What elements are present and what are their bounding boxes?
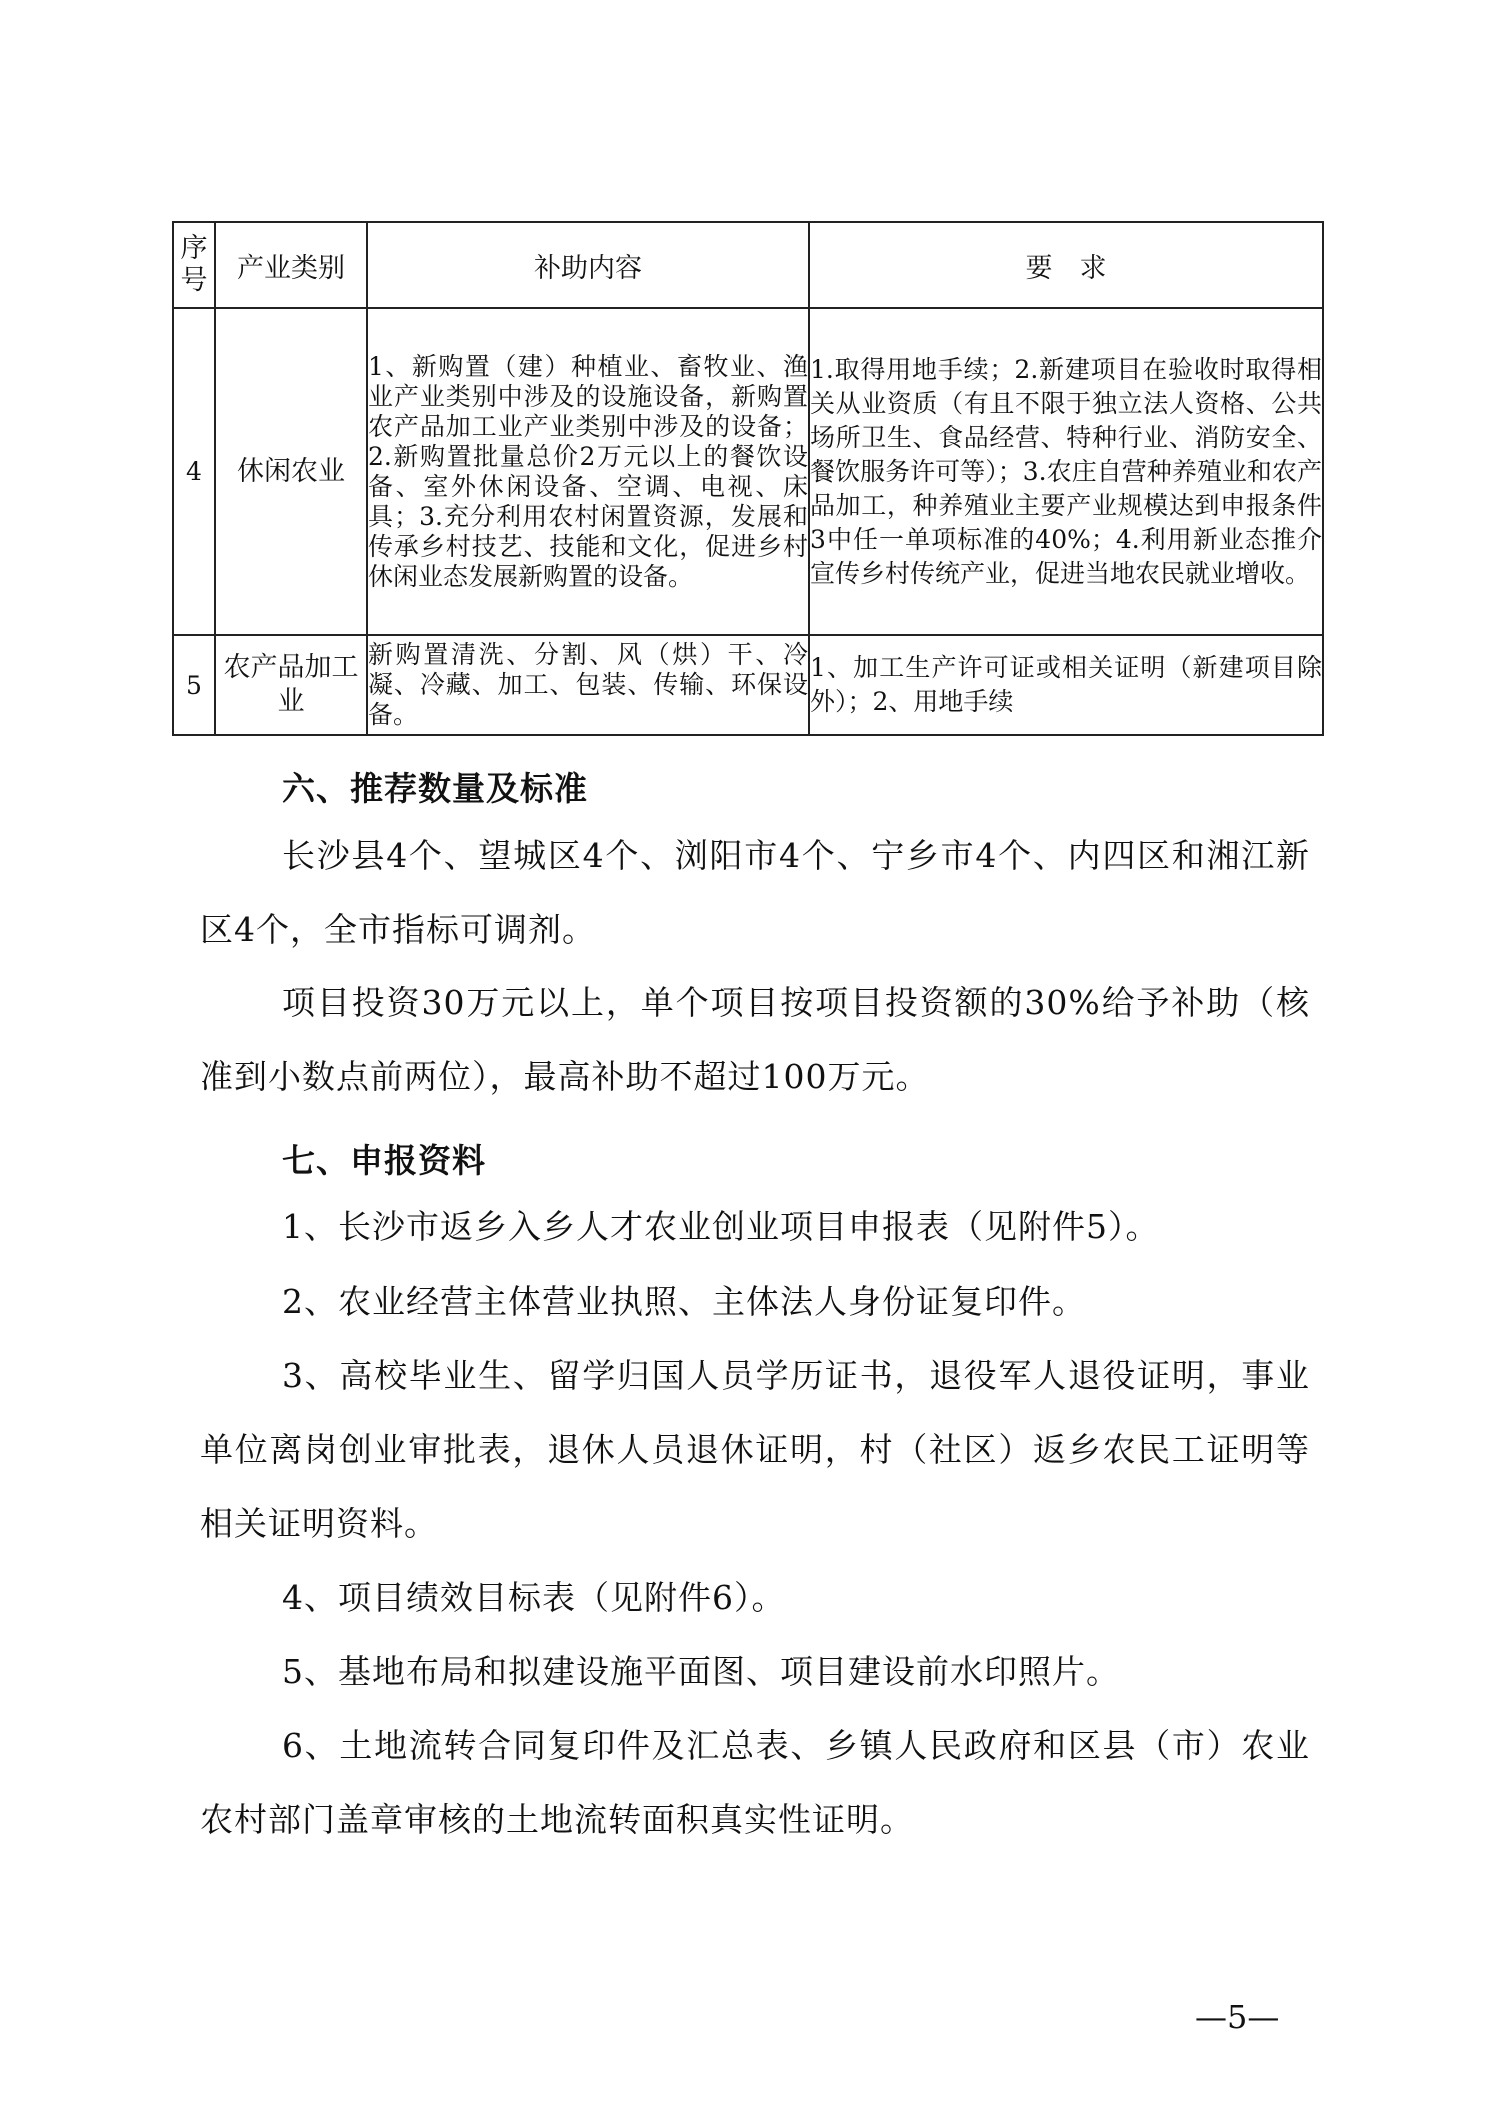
header-requirement: 要 求 bbox=[809, 222, 1323, 308]
list-item: 3、高校毕业生、留学归国人员学历证书，退役军人退役证明，事业单位离岗创业审批表，退休人员退休证明，村（社区）返乡农民工证明等相关证明资料。 bbox=[200, 1356, 1310, 1543]
paragraph-quota: 长沙县4个、望城区4个、浏阳市4个、宁乡市4个、内四区和湘江新区4个，全市指标可调剂。 bbox=[200, 836, 1310, 949]
header-category: 产业类别 bbox=[215, 222, 367, 308]
table-header-row bbox=[173, 222, 1323, 308]
list-item: 1、长沙市返乡入乡人才农业创业项目申报表（见附件5）。 bbox=[282, 1207, 1160, 1246]
row-requirement: 1、加工生产许可证或相关证明（新建项目除外）；2、用地手续 bbox=[809, 635, 1323, 735]
list-item: 5、基地布局和拟建设施平面图、项目建设前水印照片。 bbox=[282, 1652, 1120, 1691]
row-requirement: 1.取得用地手续；2.新建项目在验收时取得相关从业资质（有且不限于独立法人资格、公共场所卫生、食品经营、特种行业、消防安全、餐饮服务许可等）；3.农庄自营种养殖业和农产品加工，种养殖业主要产业规模达到申报条件3中任一单项标准的40%；4.利用新业态推介宣传乡村传统产业，促进当地农民就业增收。 bbox=[809, 308, 1323, 635]
row-category: 休闲农业 bbox=[215, 308, 367, 635]
section-heading-recommendation: 六、推荐数量及标准 bbox=[282, 769, 588, 808]
row-serial-number: 5 bbox=[173, 635, 215, 735]
section-heading-materials: 七、申报资料 bbox=[282, 1141, 486, 1180]
list-item: 4、项目绩效目标表（见附件6）。 bbox=[282, 1578, 786, 1617]
subsidy-table bbox=[172, 221, 1324, 736]
list-item: 6、土地流转合同复印件及汇总表、乡镇人民政府和区县（市）农业农村部门盖章审核的土地流转面积真实性证明。 bbox=[200, 1726, 1310, 1839]
header-content: 补助内容 bbox=[367, 222, 809, 308]
header-serial-number: 序号 bbox=[173, 222, 215, 308]
row-subsidy-content: 新购置清洗、分割、风（烘）干、冷凝、冷藏、加工、包装、传输、环保设备。 bbox=[367, 635, 809, 735]
row-subsidy-content: 1、新购置（建）种植业、畜牧业、渔业产业类别中涉及的设施设备，新购置农产品加工业产业类别中涉及的设备；2.新购置批量总价2万元以上的餐饮设备、室外休闲设备、空调、电视、床具；3.充分利用农村闲置资源，发展和传承乡村技艺、技能和文化，促进乡村休闲业态发展新购置的设备。 bbox=[367, 308, 809, 635]
page-number: —5— bbox=[1195, 1998, 1280, 2036]
list-item: 2、农业经营主体营业执照、主体法人身份证复印件。 bbox=[282, 1282, 1086, 1321]
row-category: 农产品加工业 bbox=[215, 635, 367, 735]
paragraph-subsidy-standard: 项目投资30万元以上，单个项目按项目投资额的30%给予补助（核准到小数点前两位），最高补助不超过100万元。 bbox=[200, 983, 1310, 1096]
row-serial-number: 4 bbox=[173, 308, 215, 635]
table-row bbox=[173, 635, 1323, 735]
table-row bbox=[173, 308, 1323, 635]
